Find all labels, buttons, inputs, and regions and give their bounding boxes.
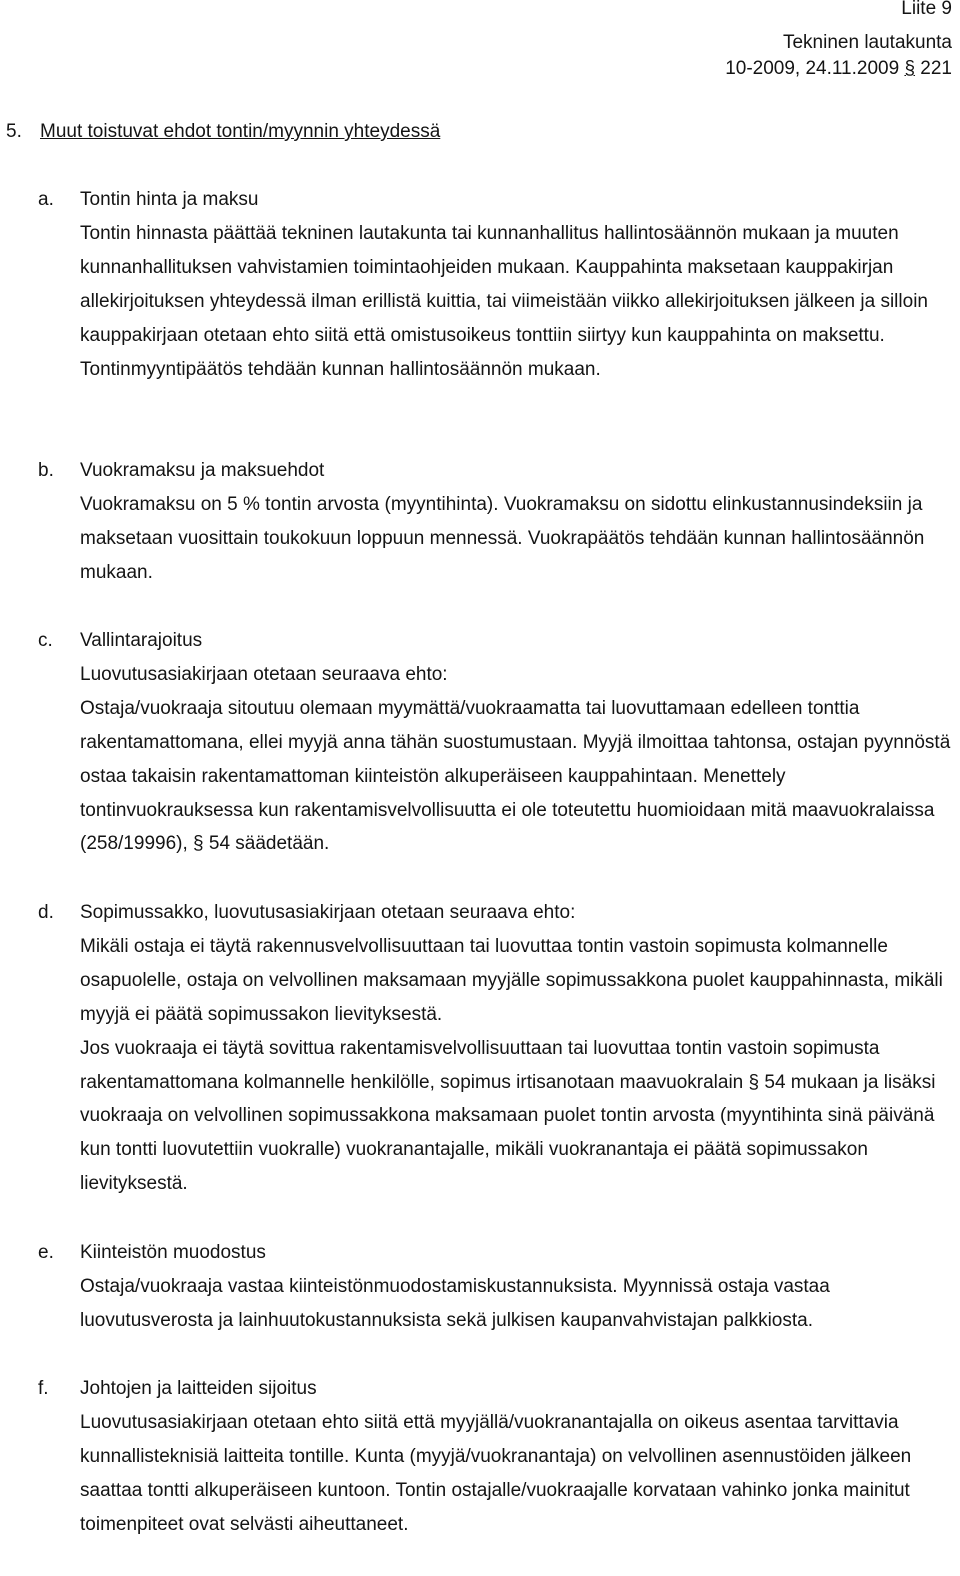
item-content xyxy=(80,896,955,1201)
item-title: Sopimussakko, luovutusasiakirjaan otetaan seuraava ehto: xyxy=(80,902,576,923)
item-paragraph: Tontin hinnasta päättää tekninen lautakunta tai kunnanhallitus hallintosäännön mukaan ja muuten kunnanhallituksen vahvistamien toimintaohjeiden mukaan. Kauppahinta maksetaan kauppakirjan allekirjoituksen yhteydessä ilman erillistä kuittia, tai viimeistään viikko allekirjoituksen jälkeen ja silloin kauppakirjaan otetaan ehto siitä että omistusoikeus tonttiin siirtyy kun kauppahinta on maksettu. Tontinmyyntipäätös tehdään kunnan hallintosäännön mukaan. xyxy=(80,222,928,380)
item-title: Vallintarajoitus xyxy=(80,630,203,651)
item-content xyxy=(80,1236,955,1338)
item-letter: e. xyxy=(38,1242,54,1263)
meeting-date: 10-2009, 24.11.2009 xyxy=(725,58,905,79)
item-title: Johtojen ja laitteiden sijoitus xyxy=(80,1378,317,1399)
item-letter: d. xyxy=(38,902,54,923)
item-letter: a. xyxy=(38,189,54,210)
item-letter: c. xyxy=(38,630,53,651)
item-paragraph: Jos vuokraaja ei täytä sovittua rakentamisvelvollisuuttaan tai luovuttaa tontin vastoin sopimusta rakentamattomana kolmannelle henkilölle, sopimus irtisanotaan maavuokralain § 54 mukaan ja lisäksi vuokraaja on velvollinen sopimussakkona maksamaan puolet tontin arvosta (myyntihinta sinä päivänä kun tontti luovutettiin vuokralle) vuokranantajalle, mikäli vuokranantaja ei päätä sopimussakon lievityksestä. xyxy=(80,1037,936,1195)
item-paragraph: Luovutusasiakirjaan otetaan ehto siitä että myyjällä/vuokranantajalla on oikeus asentaa tarvittavia kunnallisteknisiä laitteita tontille. Kunta (myyjä/vuokranantaja) on velvollinen asennustöiden jälkeen saattaa tontti alkuperäiseen kuntoon. Tontin ostajalle/vuokraajalle korvataan vahinko jonka mainitut toimenpiteet ovat selvästi aiheuttaneet. xyxy=(80,1411,912,1535)
section-number: 221 xyxy=(915,58,952,79)
item-letter: f. xyxy=(38,1378,49,1399)
meeting-reference xyxy=(725,52,952,86)
item-title: Tontin hinta ja maksu xyxy=(80,189,259,210)
item-content xyxy=(80,454,955,590)
item-paragraph: Vuokramaksu on 5 % tontin arvosta (myyntihinta). Vuokramaksu on sidottu elinkustannusindeksiin ja maksetaan vuosittain toukokuun loppuun mennessä. Vuokrapäätös tehdään kunnan hallintosäännön mukaan. xyxy=(80,493,925,583)
item-content xyxy=(80,1372,955,1542)
section-sign: § xyxy=(904,58,916,79)
item-paragraph: Mikäli ostaja ei täytä rakennusvelvollisuuttaan tai luovuttaa tontin vastoin sopimusta kolmannelle osapuolelle, ostaja on velvollinen maksamaan myyjälle sopimussakkona puolet kauppahinnasta, mikäli myyjä ei päätä sopimussakon lievityksestä. xyxy=(80,935,943,1025)
item-content xyxy=(80,183,955,386)
item-paragraph: Ostaja/vuokraaja sitoutuu olemaan myymättä/vuokraamatta tai luovuttamaan edelleen tonttia rakentamattomana, ellei myyjä anna tähän suostumustaan. Myyjä ilmoittaa tahtonsa, ostajan pyynnöstä ostaa takaisin rakentamattoman kiinteistön alkuperäiseen kauppahintaan. Menettely tontinvuokrauksessa kun rakentamisvelvollisuutta ei ole toteutettu huomioidaan mitä maavuokralaissa (258/19996), § 54 säädetään. xyxy=(80,697,951,855)
section-heading xyxy=(6,115,946,149)
section-title: Muut toistuvat ehdot tontin/myynnin yhteydessä xyxy=(40,121,441,142)
committee-name: Tekninen lautakunta xyxy=(782,32,952,53)
appendix-label: Liite 9 xyxy=(901,0,952,19)
item-content xyxy=(80,624,955,861)
item-paragraph: Ostaja/vuokraaja vastaa kiinteistönmuodostamiskustannuksista. Myynnissä ostaja vastaa luovutusverosta ja lainhuutokustannuksista sekä julkisen kaupanvahvistajan palkkiosta. xyxy=(80,1275,830,1331)
section-number-label: 5. xyxy=(6,121,22,142)
item-title: Kiinteistön muodostus xyxy=(80,1242,266,1263)
item-paragraph: Luovutusasiakirjaan otetaan seuraava ehto: xyxy=(80,663,448,685)
item-title: Vuokramaksu ja maksuehdot xyxy=(80,460,325,481)
item-letter: b. xyxy=(38,460,54,481)
